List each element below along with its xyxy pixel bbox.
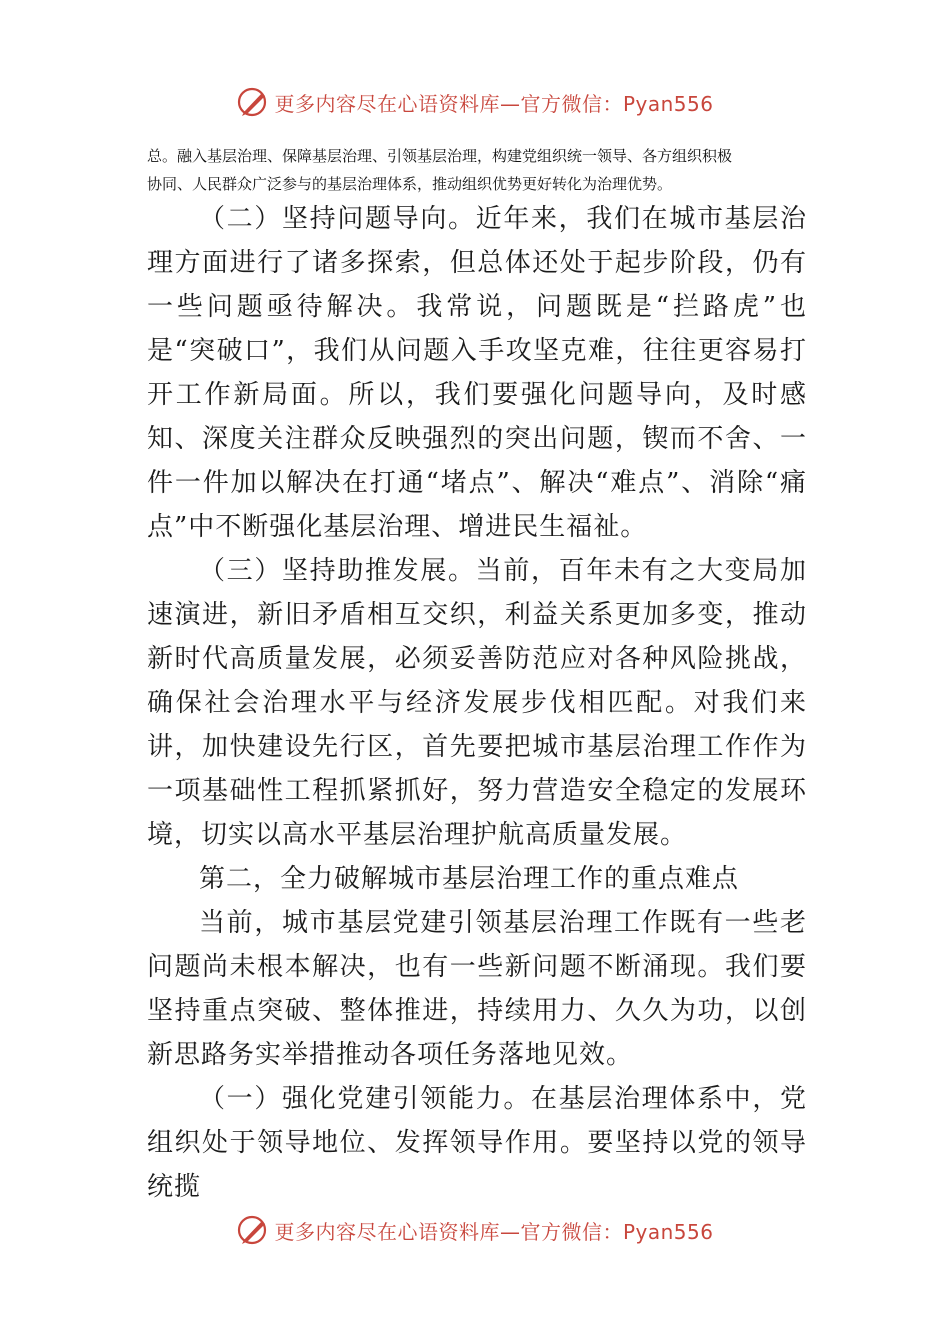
pen-logo-icon — [236, 85, 270, 119]
intro-line-1: 总。融入基层治理、保障基层治理、引领基层治理，构建党组织统一领导、各方组织积极 — [147, 147, 733, 165]
paragraph-persist-promote-development: （三）坚持助推发展。当前，百年未有之大变局加速演进，新旧矛盾相互交织，利益关系更加多变，推动新时代高质量发展，必须妥善防范应对各种风险挑战，确保社会治理水平与经济发展步伐相匹配。对我们来讲，加快建设先行区，首先要把城市基层治理工作作为一项基础性工程抓紧抓好，努力营造安全稳定的发展环境，切实以高水平基层治理护航高质量发展。 — [147, 556, 807, 850]
paragraph-strengthen-party-leadership: （一）强化党建引领能力。在基层治理体系中，党组织处于领导地位、发挥领导作用。要坚持以党的领导统揽 — [147, 1084, 807, 1202]
section-heading: 第二，全力破解城市基层治理工作的重点难点 — [199, 864, 740, 894]
header-banner — [0, 82, 950, 122]
paragraph-current-situation: 当前，城市基层党建引领基层治理工作既有一些老问题尚未根本解决，也有一些新问题不断涌现。我们要坚持重点突破、整体推进，持续用力、久久为功，以创新思路务实举措推动各项任务落地见效。 — [147, 908, 807, 1070]
footer-banner-text: 更多内容尽在心语资料库—官方微信：Pyan556 — [274, 1219, 714, 1244]
paragraph-persist-problem-orientation: （二）坚持问题导向。近年来，我们在城市基层治理方面进行了诸多探索，但总体还处于起步阶段，仍有一些问题亟待解决。我常说，问题既是“拦路虎”也是“突破口”，我们从问题入手攻坚克难，往往更容易打开工作新局面。所以，我们要强化问题导向，及时感知、深度关注群众反映强烈的突出问题，锲而不舍、一件一件加以解决在打通“堵点”、解决“难点”、消除“痛点”中不断强化基层治理、增进民生福祉。 — [147, 204, 807, 542]
header-banner-text: 更多内容尽在心语资料库—官方微信：Pyan556 — [274, 91, 714, 116]
document-body — [147, 197, 807, 1209]
intro-line-2: 协同、人民群众广泛参与的基层治理体系，推动组织优势更好转化为治理优势。 — [147, 175, 673, 193]
pen-logo-icon — [236, 1213, 270, 1247]
footer-banner — [0, 1210, 950, 1250]
